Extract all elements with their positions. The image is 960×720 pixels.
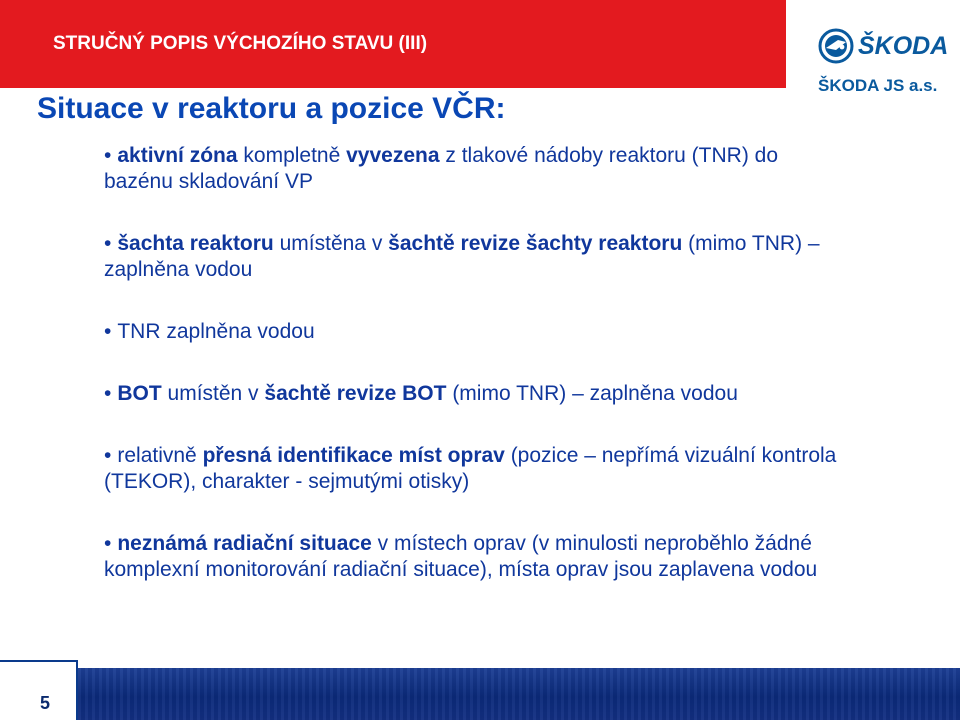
page-number: 5 bbox=[40, 693, 51, 713]
bullet-text: TNR zaplněna vodou bbox=[117, 320, 315, 343]
bullet-item bbox=[104, 381, 844, 407]
bullet-icon: • bbox=[104, 144, 112, 167]
bullet-text-bold: neznámá radiační situace bbox=[117, 532, 372, 555]
bullet-text: relativně bbox=[117, 444, 203, 467]
footer-page-box bbox=[0, 660, 78, 720]
bullet-item bbox=[104, 143, 844, 195]
bullet-text-bold: šachtě revize BOT bbox=[264, 382, 447, 405]
bullet-text-bold: aktivní zóna bbox=[117, 144, 238, 167]
header-title: STRUČNÝ POPIS VÝCHOZÍHO STAVU (III) bbox=[53, 33, 428, 54]
bullet-item bbox=[104, 531, 844, 583]
bullet-icon: • bbox=[104, 320, 112, 343]
header-bar bbox=[0, 0, 786, 88]
skoda-logo-icon bbox=[818, 28, 854, 64]
bullet-text: (mimo TNR) – zaplněna vodou bbox=[446, 382, 738, 405]
bullet-list bbox=[104, 143, 844, 583]
bullet-text: v místech oprav (v minulosti neproběhlo žádné komplexní monitorování radiační situace), místa oprav jsou zaplavena vodou bbox=[104, 532, 818, 581]
company-logo bbox=[800, 18, 950, 98]
bullet-text: (pozice – nepřímá vizuální kontrola (TEKOR), charakter - sejmutými otisky) bbox=[104, 444, 837, 493]
bullet-text-bold: BOT bbox=[117, 382, 162, 405]
bullet-item bbox=[104, 231, 844, 283]
bullet-text: (mimo TNR) – zaplněna vodou bbox=[104, 232, 820, 281]
bullet-text: umístěn v bbox=[161, 382, 265, 405]
logo-brand-text: ŠKODA bbox=[858, 32, 949, 60]
section-title: Situace v reaktoru a pozice VČR: bbox=[37, 92, 506, 125]
footer-bar bbox=[78, 668, 960, 720]
bullet-item bbox=[104, 319, 844, 345]
bullet-text: z tlakové nádoby reaktoru (TNR) do bazénu skladování VP bbox=[104, 144, 779, 193]
bullet-text-bold: šachtě revize šachty reaktoru bbox=[388, 232, 683, 255]
logo-company-text: ŠKODA JS a.s. bbox=[818, 76, 938, 95]
bullet-text: kompletně bbox=[237, 144, 347, 167]
bullet-text-bold: vyvezena bbox=[346, 144, 440, 167]
bullet-icon: • bbox=[104, 444, 112, 467]
bullet-icon: • bbox=[104, 382, 112, 405]
bullet-icon: • bbox=[104, 232, 112, 255]
bullet-text-bold: přesná identifikace míst oprav bbox=[202, 444, 505, 467]
bullet-text-bold: šachta reaktoru bbox=[117, 232, 274, 255]
bullet-item bbox=[104, 443, 844, 495]
bullet-icon: • bbox=[104, 532, 112, 555]
bullet-text: umístěna v bbox=[273, 232, 389, 255]
